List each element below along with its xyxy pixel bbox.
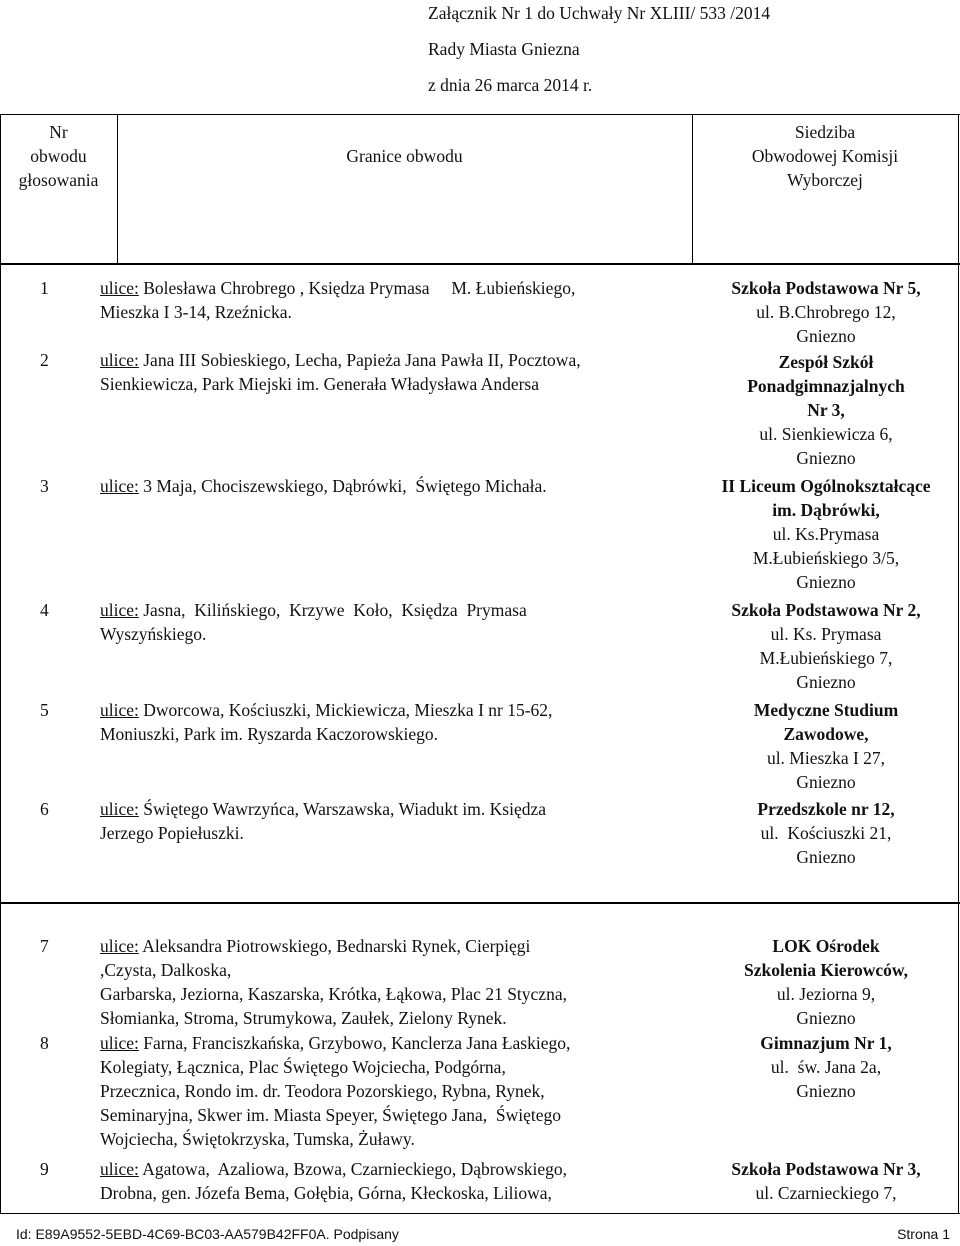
seat-address-line: ul. B.Chrobrego 12, [756,302,896,322]
commission-seat [698,934,954,1030]
header-line-3: z dnia 26 marca 2014 r. [428,75,593,95]
district-number: 2 [40,350,49,370]
street-line [100,1079,700,1103]
street-line [100,1055,700,1079]
seat-address-line: ul. Jeziorna 9, [776,984,876,1004]
header-col-boundaries: Granice obwodu [346,146,463,166]
street-line [100,622,700,646]
streets-prefix: ulice: [100,700,139,720]
street-line [100,276,700,300]
seat-name-line: Szkoła Podstawowa Nr 5, [731,278,921,298]
district-streets [100,698,700,746]
seat-name-line: Zawodowe, [783,724,869,744]
seat-name-line: Zespół Szkół [778,352,874,372]
street-text: Świętego Wawrzyńca, Warszawska, Wiadukt im. Księdza [138,799,546,819]
street-text: Seminaryjna, Skwer im. Miasta Speyer, Świętego Jana, Świętego [100,1105,562,1125]
street-line [100,348,700,372]
commission-seat [698,1031,954,1103]
commission-seat [698,276,954,348]
commission-seat [698,598,954,694]
seat-address-line: Gniezno [796,326,856,346]
seat-address-line: Gniezno [796,847,856,867]
street-text: Bolesława Chrobrego , Księdza Prymasa M. Łubieńskiego, [138,278,576,298]
commission-seat [698,474,954,594]
streets-prefix: ulice: [100,600,139,620]
street-line [100,372,700,396]
street-text: 3 Maja, Chociszewskiego, Dąbrówki, Świętego Michała. [138,476,547,496]
street-text: ,Czysta, Dalkoska, [100,960,232,980]
street-text: Sienkiewicza, Park Miejski im. Generała Władysława Andersa [100,374,539,394]
street-line [100,1103,700,1127]
seat-name-line: Nr 3, [807,400,845,420]
street-line [100,1127,700,1151]
street-text: Garbarska, Jeziorna, Kaszarska, Krótka, Łąkowa, Plac 21 Styczna, [100,984,567,1004]
street-line [100,958,700,982]
commission-seat [698,797,954,869]
street-line [100,598,700,622]
seat-address-line: M.Łubieńskiego 3/5, [752,548,900,568]
street-line [100,1157,700,1181]
street-text: Moniuszki, Park im. Ryszarda Kaczorowskiego. [100,724,439,744]
street-line [100,1031,700,1055]
seat-address-line: Gniezno [796,1081,856,1101]
street-text: Drobna, gen. Józefa Bema, Gołębia, Górna, Kłeckoska, Liliowa, [100,1183,552,1203]
streets-prefix: ulice: [100,1033,139,1053]
street-text: Jasna, Kilińskiego, Krzywe Koło, Księdza Prymasa [138,600,527,620]
seat-address-line: Gniezno [796,772,856,792]
street-text: Farna, Franciszkańska, Grzybowo, Kanclerza Jana Łaskiego, [138,1033,571,1053]
street-line [100,934,700,958]
street-text: Jana III Sobieskiego, Lecha, Papieża Jana Pawła II, Pocztowa, [138,350,581,370]
street-text: Wojciecha, Świętokrzyska, Tumska, Żuławy. [100,1129,415,1149]
seat-name-line: Gimnazjum Nr 1, [760,1033,892,1053]
district-streets [100,348,700,396]
seat-name-line: LOK Ośrodek [772,936,880,956]
streets-prefix: ulice: [100,278,139,298]
document-header [428,1,770,109]
street-text: Przecznica, Rondo im. dr. Teodora Pozorskiego, Rybna, Rynek, [100,1081,545,1101]
seat-address-line: Gniezno [796,572,856,592]
streets-prefix: ulice: [100,936,139,956]
column-divider-1 [117,114,118,264]
street-text: Słomianka, Stroma, Strumykowa, Zaułek, Zielony Rynek. [100,1008,507,1028]
district-number: 3 [40,476,49,496]
streets-prefix: ulice: [100,1159,139,1179]
header-line-1: Załącznik Nr 1 do Uchwały Nr XLIII/ 533 /2014 [428,3,771,23]
district-number: 6 [40,799,49,819]
seat-name-line: Medyczne Studium [753,700,899,720]
street-text: Jerzego Popiełuszki. [100,823,244,843]
seat-name-line: Szkoła Podstawowa Nr 2, [731,600,921,620]
table-right-border [958,114,959,1214]
section-divider [0,902,960,904]
district-number: 9 [40,1159,49,1179]
table-header-bottom-border [0,263,960,265]
seat-address-line: ul. św. Jana 2a, [770,1057,882,1077]
district-streets [100,598,700,646]
streets-prefix: ulice: [100,476,139,496]
seat-name-line: Ponadgimnazjalnych [747,376,905,396]
seat-name-line: Przedszkole nr 12, [757,799,895,819]
street-line [100,698,700,722]
district-number: 1 [40,278,49,298]
district-streets [100,1157,700,1205]
street-text: Dworcowa, Kościuszki, Mickiewicza, Mieszka I nr 15-62, [138,700,553,720]
seat-address-line: ul. Czarnieckiego 7, [755,1183,897,1203]
street-line [100,1181,700,1205]
seat-name-line: im. Dąbrówki, [772,500,880,520]
seat-address-line: Gniezno [796,1008,856,1028]
street-text: Agatowa, Azaliowa, Bzowa, Czarnieckiego, Dąbrowskiego, [138,1159,568,1179]
streets-prefix: ulice: [100,350,139,370]
header-line-2: Rady Miasta Gniezna [428,39,580,59]
street-line [100,722,700,746]
district-streets [100,797,700,845]
document-id: Id: E89A9552-5EBD-4C69-BC03-AA579B42FF0A. Podpisany [16,1226,399,1242]
page-number: Strona 1 [897,1226,950,1242]
street-line [100,1006,700,1030]
district-number: 8 [40,1033,49,1053]
seat-name-line: Szkoła Podstawowa Nr 3, [731,1159,921,1179]
header-col-number: Nr obwodu głosowania [18,122,99,190]
commission-seat [698,698,954,794]
street-line [100,982,700,1006]
street-text: Aleksandra Piotrowskiego, Bednarski Rynek, Cierpięgi [138,936,531,956]
seat-address-line: Gniezno [796,448,856,468]
district-number: 7 [40,936,49,956]
commission-seat [698,1157,954,1205]
street-line [100,797,700,821]
seat-address-line: ul. Sienkiewicza 6, [759,424,893,444]
seat-address-line: ul. Mieszka I 27, [766,748,886,768]
seat-address-line: Gniezno [796,672,856,692]
streets-prefix: ulice: [100,799,139,819]
commission-seat [698,350,954,470]
seat-name-line: Szkolenia Kierowców, [744,960,908,980]
district-number: 4 [40,600,49,620]
seat-name-line: II Liceum Ogólnokształcące [721,476,931,496]
district-streets [100,474,700,498]
district-number: 5 [40,700,49,720]
district-streets [100,1031,700,1151]
seat-address-line: ul. Ks.Prymasa [772,524,880,544]
street-line [100,821,700,845]
seat-address-line: M.Łubieńskiego 7, [759,648,893,668]
seat-address-line: ul. Kościuszki 21, [760,823,892,843]
street-text: Wyszyńskiego. [100,624,207,644]
district-streets [100,276,700,324]
table-bottom-border [0,1213,960,1214]
header-col-seat: Siedziba Obwodowej Komisji Wyborczej [751,122,899,190]
seat-address-line: ul. Ks. Prymasa [770,624,882,644]
street-line [100,474,700,498]
table-left-border [0,114,1,1214]
street-text: Mieszka I 3-14, Rzeźnicka. [100,302,292,322]
district-streets [100,934,700,1030]
street-line [100,300,700,324]
street-text: Kolegiaty, Łącznica, Plac Świętego Wojciecha, Podgórna, [100,1057,506,1077]
table-top-border [0,114,960,115]
